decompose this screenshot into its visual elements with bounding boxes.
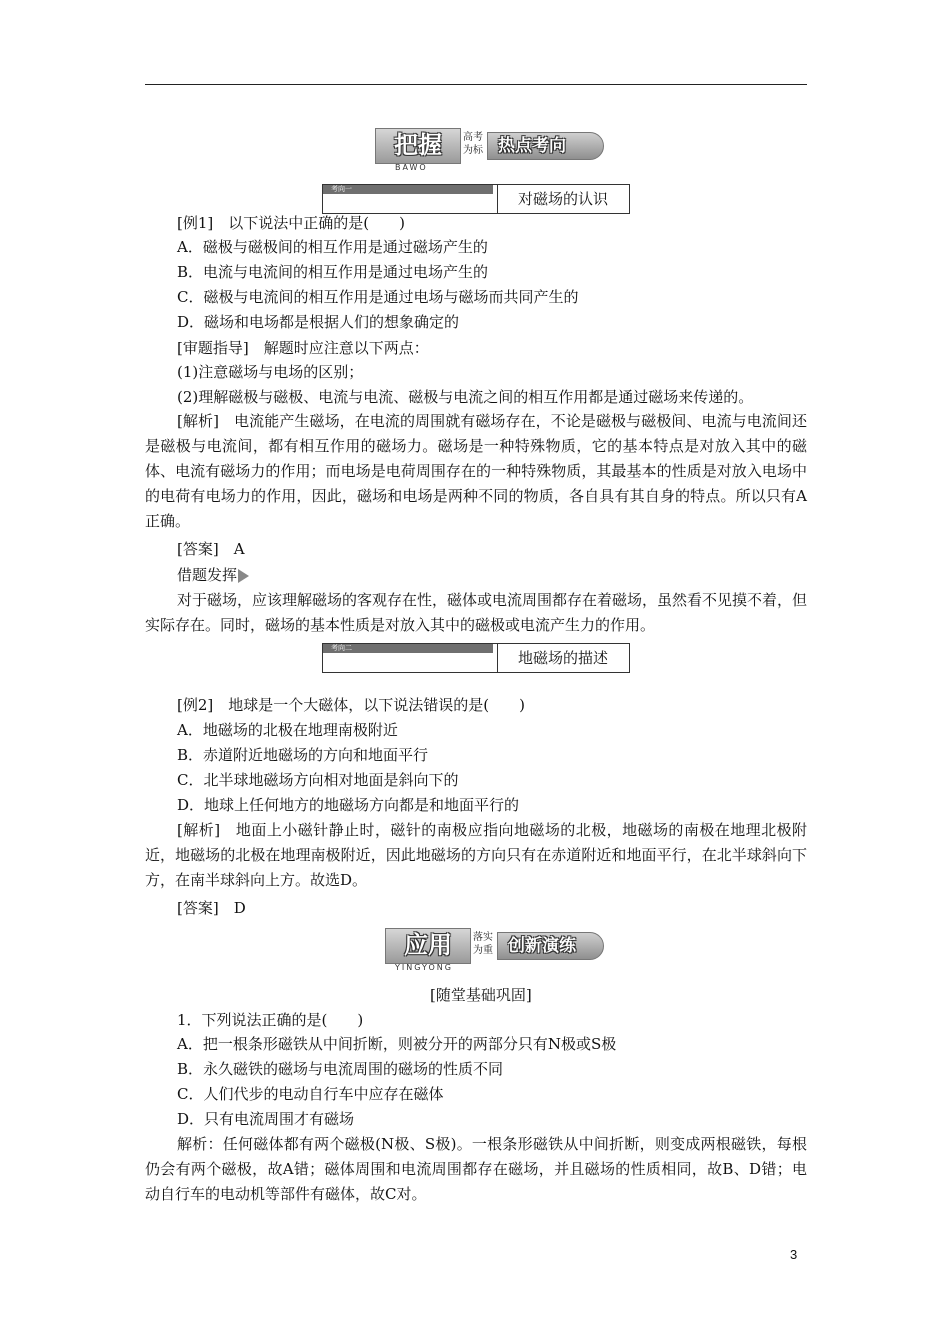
example-1-analysis: [解析] 电流能产生磁场，在电流的周围就有磁场存在，不论是磁极与磁极间、电流与电流间还是磁极与电流间，都有相互作用的磁场力。磁场是一种特殊物质，它的基本特点是对放入其中的磁体、电流有磁场力的作用；而电场是电荷周围存在的一种特殊物质，其最基本的性质是对放入电场中的电荷有电场力的作用，因此，磁场和电场是两种不同的物质，各自具有其自身的特点。所以只有A正确。 [145,412,807,530]
example-1-guide-2: (2)理解磁极与磁极、电流与电流、磁极与电流之间的相互作用都是通过磁场来传递的。 [177,388,754,406]
section-banner-yingyong [385,928,615,972]
banner-tail-text: 创新演练 [497,932,604,960]
extend-label: 借题发挥 [177,566,238,584]
example-2-option-d: D．地球上任何地方的地磁场方向都是和地面平行的 [177,796,520,814]
example-1-option-a: A．磁极与磁极间的相互作用是通过磁场产生的 [177,238,488,256]
practice-option-d: D．只有电流周围才有磁场 [177,1110,355,1128]
example-1-guide: [审题指导] 解题时应注意以下两点： [177,339,429,357]
banner-pinyin: BAWO [395,163,428,172]
topic-title: 对磁场的认识 [517,190,608,208]
example-2-option-c: C．北半球地磁场方向相对地面是斜向下的 [177,771,459,789]
topic-tag: 考向二 [323,644,493,653]
practice-analysis: 解析：任何磁体都有两个磁极(N极、S极)。一根条形磁铁从中间折断，则变成两根磁铁，每根仍会有两个磁极，故A错；磁体周围和电流周围都存在磁场，并且磁场的性质相同，故B、D错；电动自行车的电动机等部件有磁体，故C对。 [145,1135,807,1203]
example-1-answer: [答案] A [177,540,245,558]
banner-tail-text: 热点考向 [487,132,604,160]
extend-label-row [177,565,249,585]
example-2-analysis: [解析] 地面上小磁针静止时，磁针的南极应指向地磁场的北极，地磁场的南极在地理北极附近，地磁场的北极在地理南极附近，因此地磁场的方向只有在赤道附近和地面平行，在北半球斜向下方，在南半球斜向上方。故选D。 [145,821,807,889]
page-number: 3 [790,1247,798,1262]
topic-tag: 考向一 [323,185,493,194]
header-rule [145,84,807,85]
practice-option-a: A．把一根条形磁铁从中间折断，则被分开的两部分只有N极或S极 [177,1035,617,1053]
banner-small-bottom: 为标 [463,145,483,156]
practice-option-b: B．永久磁铁的磁场与电流周围的磁场的性质不同 [177,1060,504,1078]
topic-box-2 [322,643,630,673]
example-1-option-d: D．磁场和电场都是根据人们的想象确定的 [177,313,460,331]
example-1-guide-1: (1)注意磁场与电场的区别； [177,363,364,381]
extend-text: 对于磁场，应该理解磁场的客观存在性，磁体或电流周围都存在着磁场，虽然看不见摸不着，但实际存在。同时，磁场的基本性质是对放入其中的磁极或电流产生力的作用。 [145,591,808,634]
banner-pinyin: YINGYONG [395,963,453,972]
topic-box-1 [322,184,630,214]
play-arrow-icon [238,569,249,583]
banner-small-top: 高考 [463,132,483,143]
banner-main-text: 把握 [375,128,461,164]
banner-small-bottom: 为重 [473,945,493,956]
banner-main-text: 应用 [385,928,471,964]
example-1-question: [例1] 以下说法中正确的是( ) [177,214,405,232]
example-2-question: [例2] 地球是一个大磁体，以下说法错误的是( ) [177,696,525,714]
practice-option-c: C．人们代步的电动自行车中应存在磁体 [177,1085,444,1103]
practice-heading: [随堂基础巩固] [430,986,532,1004]
topic-title: 地磁场的描述 [517,649,608,667]
example-2-answer: [答案] D [177,899,246,917]
example-1-option-c: C．磁极与电流间的相互作用是通过电场与磁场而共同产生的 [177,288,579,306]
banner-small-top: 落实 [473,932,493,943]
example-2-option-b: B．赤道附近地磁场的方向和地面平行 [177,746,429,764]
example-1-option-b: B．电流与电流间的相互作用是通过电场产生的 [177,263,489,281]
practice-question: 1．下列说法正确的是( ) [177,1011,364,1029]
example-2-option-a: A．地磁场的北极在地理南极附近 [177,721,398,739]
section-banner-bawo [375,128,605,172]
